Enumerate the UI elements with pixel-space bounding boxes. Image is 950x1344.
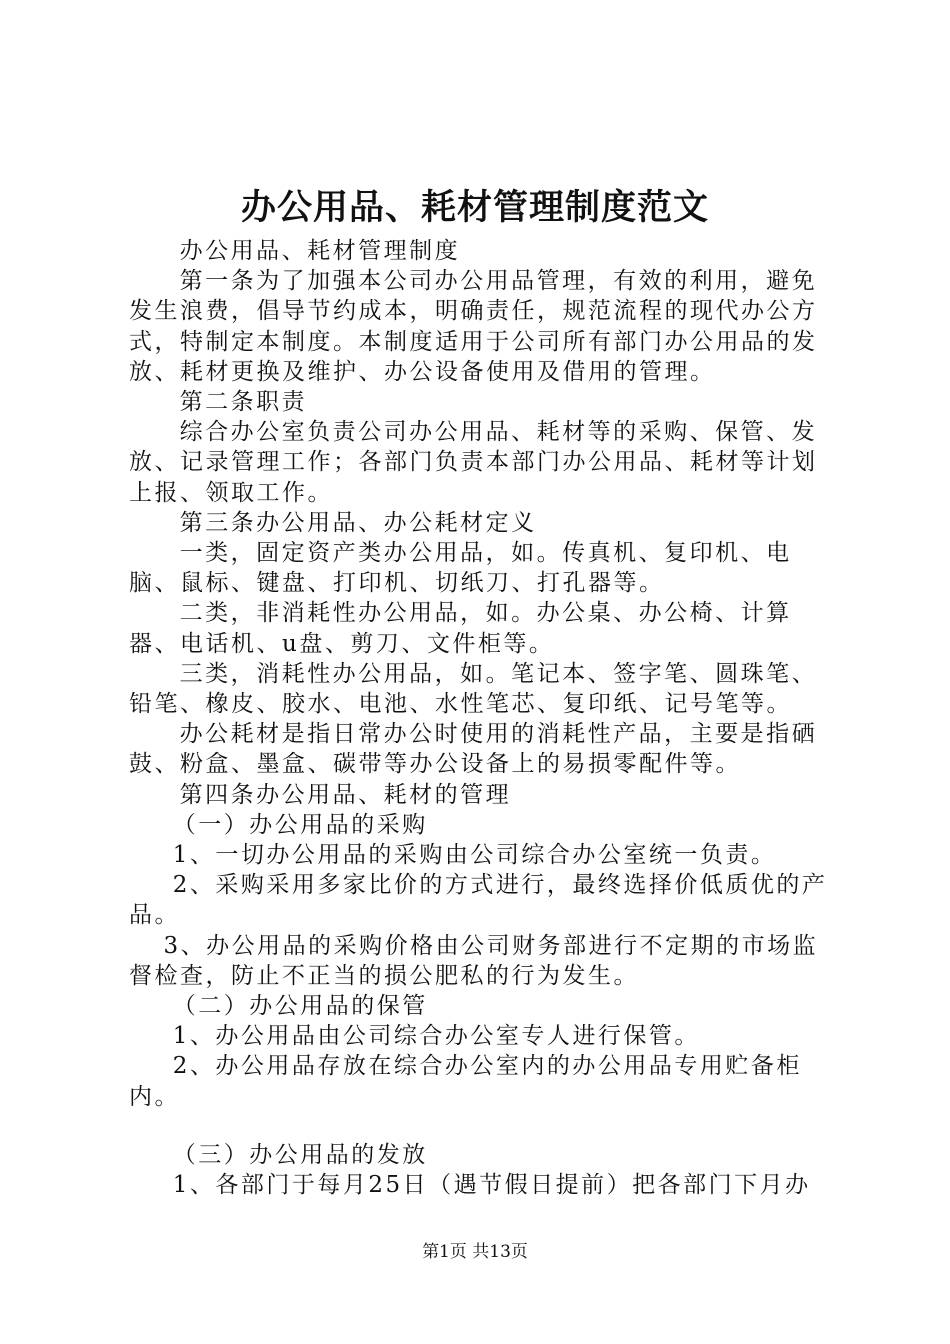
paragraph-article-1: 第一条为了加强本公司办公用品管理，有效的利用，避免发生浪费，倡导节约成本，明确责任，规范流程的现代办公方式，特制定本制度。本制度适用于公司所有部门办公用品的发放、耗材更换及维护、办公设备使用及借用的管理。 xyxy=(129,268,818,385)
paragraph-section-2-heading: （二）办公用品的保管 xyxy=(172,993,428,1020)
paragraph-section-1-item-1: 1、一切办公用品的采购由公司综合办公室统一负责。 xyxy=(172,842,777,869)
paragraph-category-2: 二类，非消耗性办公用品，如。办公桌、办公椅、计算器、电话机、u盘、剪刀、文件柜等。 xyxy=(129,600,792,657)
paragraph-category-1: 一类，固定资产类办公用品，如。传真机、复印机、电脑、鼠标、键盘、打印机、切纸刀、打孔器等。 xyxy=(129,540,792,597)
page-footer: 第1页 共13页 xyxy=(422,1242,528,1262)
paragraph-section-2-item-1: 1、办公用品由公司综合办公室专人进行保管。 xyxy=(172,1023,700,1050)
paragraph-subtitle: 办公用品、耗材管理制度 xyxy=(179,238,461,264)
paragraph-article-2-heading: 第二条职责 xyxy=(179,389,308,416)
paragraph-section-1-heading: （一）办公用品的采购 xyxy=(172,811,428,838)
paragraph-article-2-body: 综合办公室负责公司办公用品、耗材等的采购、保管、发放、记录管理工作；各部门负责本部门办公用品、耗材等计划上报、领取工作。 xyxy=(129,419,818,506)
document-body xyxy=(129,236,837,1200)
paragraph-consumables-definition: 办公耗材是指日常办公时使用的消耗性产品，主要是指硒鼓、粉盒、墨盒、碳带等办公设备上的易损零配件等。 xyxy=(129,721,818,778)
paragraph-section-3-item-1: 1、各部门于每月25日（遇节假日提前）把各部门下月办 xyxy=(172,1172,811,1199)
document-title: 办公用品、耗材管理制度范文 xyxy=(240,188,709,228)
paragraph-category-3: 三类，消耗性办公用品，如。笔记本、签字笔、圆珠笔、铅笔、橡皮、胶水、电池、水性笔芯、复印纸、记号笔等。 xyxy=(129,660,818,718)
paragraph-article-4-heading: 第四条办公用品、耗材的管理 xyxy=(179,781,512,808)
paragraph-article-3-heading: 第三条办公用品、办公耗材定义 xyxy=(179,509,537,536)
paragraph-section-2-item-2: 2、办公用品存放在综合办公室内的办公用品专用贮备柜内。 xyxy=(129,1053,802,1110)
paragraph-section-1-item-3: 3、办公用品的采购价格由公司财务部进行不定期的市场监督检查，防止不正当的损公肥私的行为发生。 xyxy=(129,932,819,989)
paragraph-section-3-heading: （三）办公用品的发放 xyxy=(172,1141,428,1168)
paragraph-section-1-item-2: 2、采购采用多家比价的方式进行，最终选择价低质优的产品。 xyxy=(129,872,828,929)
